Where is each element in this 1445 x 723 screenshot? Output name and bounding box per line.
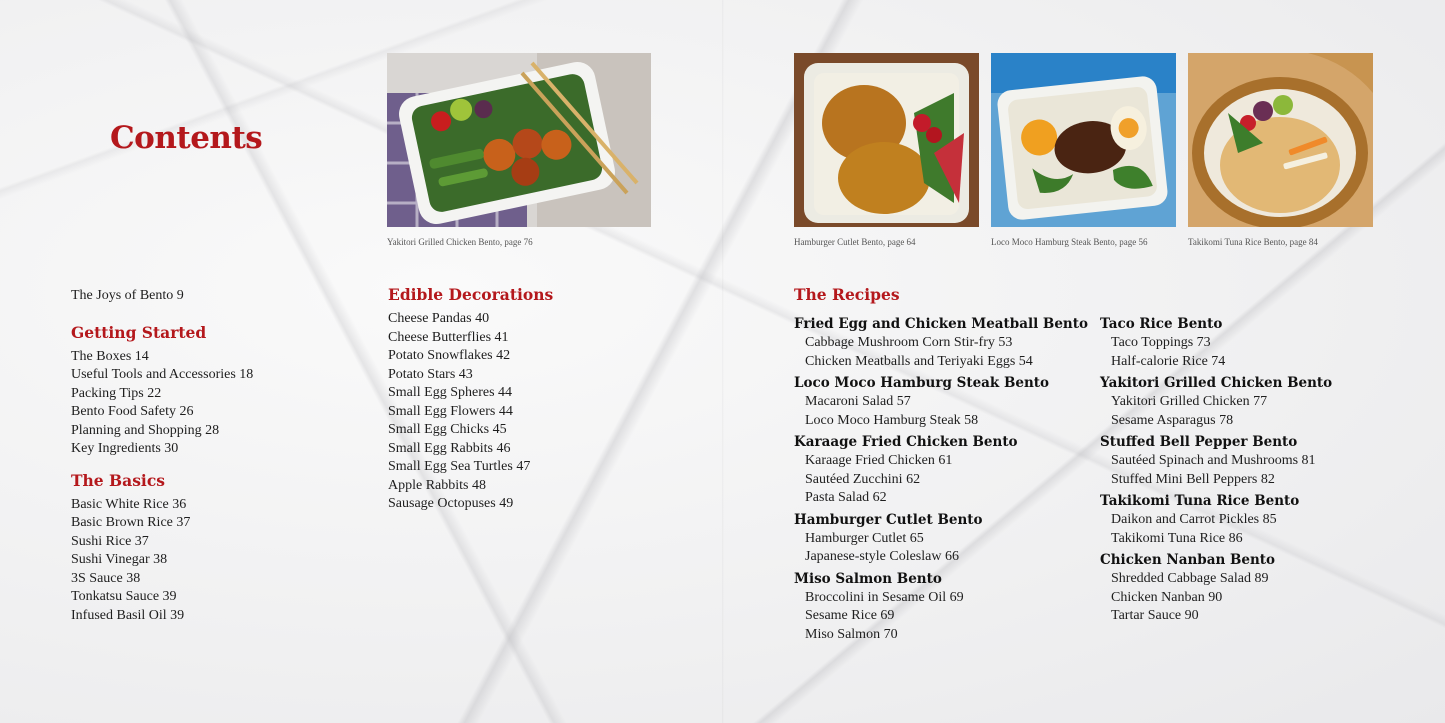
toc-entry[interactable]: Pasta Salad 62: [805, 490, 887, 505]
photo-caption: Hamburger Cutlet Bento, page 64: [794, 237, 916, 247]
toc-entry[interactable]: Takikomi Tuna Rice 86: [1111, 530, 1243, 546]
toc-entry[interactable]: Yakitori Grilled Chicken 77: [1111, 394, 1268, 409]
toc-entry[interactable]: Small Egg Rabbits 46: [388, 440, 511, 456]
toc-entry[interactable]: 3S Sauce 38: [71, 570, 141, 586]
toc-entry[interactable]: Tonkatsu Sauce 39: [71, 589, 177, 604]
recipes-section: [794, 285, 900, 310]
toc-entry[interactable]: Small Egg Flowers 44: [388, 403, 513, 419]
toc-entry[interactable]: Loco Moco Hamburg Steak 58: [805, 412, 979, 428]
toc-entry[interactable]: Key Ingredients 30: [71, 441, 179, 456]
toc-entry[interactable]: Cheese Butterflies 41: [388, 329, 509, 345]
recipe-group: [1100, 551, 1332, 626]
bento-photo-icon: [1188, 53, 1373, 227]
toc-entry[interactable]: Small Egg Chicks 45: [388, 422, 507, 437]
recipe-group: [794, 315, 1088, 371]
recipe-group: [1100, 374, 1332, 430]
toc-column-2: [388, 285, 553, 514]
toc-entry[interactable]: Sesame Asparagus 78: [1111, 412, 1234, 428]
toc-entry[interactable]: Half-calorie Rice 74: [1111, 353, 1226, 369]
toc-entry[interactable]: Stuffed Mini Bell Peppers 82: [1111, 471, 1275, 487]
toc-entry[interactable]: Cabbage Mushroom Corn Stir-fry 53: [805, 335, 1013, 350]
bento-photo-icon: [387, 53, 651, 227]
toc-entry[interactable]: Bento Food Safety 26: [71, 404, 194, 419]
recipe-group: [794, 433, 1088, 508]
toc-entry[interactable]: Basic White Rice 36: [71, 496, 187, 512]
toc-entry[interactable]: Small Egg Sea Turtles 47: [388, 459, 531, 474]
toc-entry[interactable]: The Joys of Bento 9: [71, 288, 184, 303]
recipe-bento-title[interactable]: Taco Rice Bento: [1100, 316, 1223, 332]
toc-entry[interactable]: Infused Basil Oil 39: [71, 607, 185, 623]
recipe-bento-title[interactable]: Hamburger Cutlet Bento: [794, 511, 983, 528]
toc-entry[interactable]: Sautéed Spinach and Mushrooms 81: [1111, 453, 1316, 468]
photo-takikomi-bento: [1188, 53, 1373, 227]
toc-entry[interactable]: Sushi Rice 37: [71, 533, 149, 549]
section-heading-getting-started: Getting Started: [71, 322, 207, 342]
toc-entry[interactable]: Apple Rabbits 48: [388, 477, 486, 493]
recipe-bento-title[interactable]: Loco Moco Hamburg Steak Bento: [794, 375, 1050, 391]
photo-caption: Takikomi Tuna Rice Bento, page 84: [1188, 237, 1318, 247]
recipe-bento-title[interactable]: Chicken Nanban Bento: [1100, 552, 1276, 568]
toc-entry[interactable]: Japanese-style Coleslaw 66: [805, 549, 959, 564]
recipe-bento-title[interactable]: Takikomi Tuna Rice Bento: [1100, 493, 1300, 509]
recipe-bento-title[interactable]: Stuffed Bell Pepper Bento: [1100, 434, 1298, 450]
toc-entry[interactable]: Shredded Cabbage Salad 89: [1111, 571, 1269, 586]
toc-entry[interactable]: Potato Stars 43: [388, 366, 473, 382]
page-gutter: [722, 0, 724, 723]
toc-entry[interactable]: Chicken Nanban 90: [1111, 589, 1223, 605]
toc-entry[interactable]: Tartar Sauce 90: [1111, 608, 1199, 623]
toc-entry[interactable]: Useful Tools and Accessories 18: [71, 367, 254, 382]
recipes-column-left: [794, 315, 1088, 647]
recipe-bento-title[interactable]: Yakitori Grilled Chicken Bento: [1100, 375, 1333, 391]
toc-entry[interactable]: Chicken Meatballs and Teriyaki Eggs 54: [805, 353, 1033, 369]
bento-photo-icon: [991, 53, 1176, 227]
toc-entry[interactable]: Hamburger Cutlet 65: [805, 530, 924, 546]
toc-entry[interactable]: Miso Salmon 70: [805, 626, 898, 642]
recipe-group: [1100, 433, 1332, 489]
photo-caption: Yakitori Grilled Chicken Bento, page 76: [387, 237, 533, 247]
toc-entry[interactable]: Potato Snowflakes 42: [388, 348, 511, 363]
recipe-bento-title[interactable]: Miso Salmon Bento: [794, 570, 942, 587]
toc-entry[interactable]: Small Egg Spheres 44: [388, 385, 513, 400]
toc-entry[interactable]: Planning and Shopping 28: [71, 422, 220, 438]
photo-caption: Loco Moco Hamburg Steak Bento, page 56: [991, 237, 1148, 247]
toc-entry[interactable]: Sesame Rice 69: [805, 608, 895, 623]
toc-entry[interactable]: Cheese Pandas 40: [388, 311, 490, 326]
toc-entry[interactable]: Taco Toppings 73: [1111, 335, 1211, 350]
toc-entry[interactable]: Daikon and Carrot Pickles 85: [1111, 512, 1277, 527]
toc-entry[interactable]: Sushi Vinegar 38: [71, 552, 168, 567]
recipe-group: [794, 511, 1088, 567]
photo-yakitori-bento: [387, 53, 651, 227]
toc-entry[interactable]: The Boxes 14: [71, 348, 149, 364]
recipes-column-right: [1100, 315, 1332, 629]
toc-entry[interactable]: Broccolini in Sesame Oil 69: [805, 589, 964, 605]
page-title: Contents: [110, 120, 263, 156]
toc-entry[interactable]: Sautéed Zucchini 62: [805, 471, 921, 487]
toc-entry[interactable]: Karaage Fried Chicken 61: [805, 453, 953, 468]
toc-entry[interactable]: Basic Brown Rice 37: [71, 515, 191, 530]
recipe-bento-title[interactable]: Fried Egg and Chicken Meatball Bento: [794, 316, 1088, 332]
section-heading-the-recipes: The Recipes: [794, 285, 900, 304]
recipe-bento-title[interactable]: Karaage Fried Chicken Bento: [794, 434, 1018, 450]
toc-entry[interactable]: Packing Tips 22: [71, 385, 162, 401]
photo-loco-moco-bento: [991, 53, 1176, 227]
bento-photo-icon: [794, 53, 979, 227]
recipe-group: [1100, 492, 1332, 548]
toc-entry[interactable]: Macaroni Salad 57: [805, 394, 911, 409]
section-heading-the-basics: The Basics: [71, 470, 165, 490]
recipe-group: [794, 374, 1088, 430]
section-heading-edible-decorations: Edible Decorations: [388, 285, 554, 304]
recipe-group: [794, 570, 1088, 645]
toc-entry[interactable]: Sausage Octopuses 49: [388, 496, 514, 511]
photo-hamburger-cutlet-bento: [794, 53, 979, 227]
toc-column-1: [71, 287, 253, 625]
recipe-group: [1100, 315, 1332, 371]
